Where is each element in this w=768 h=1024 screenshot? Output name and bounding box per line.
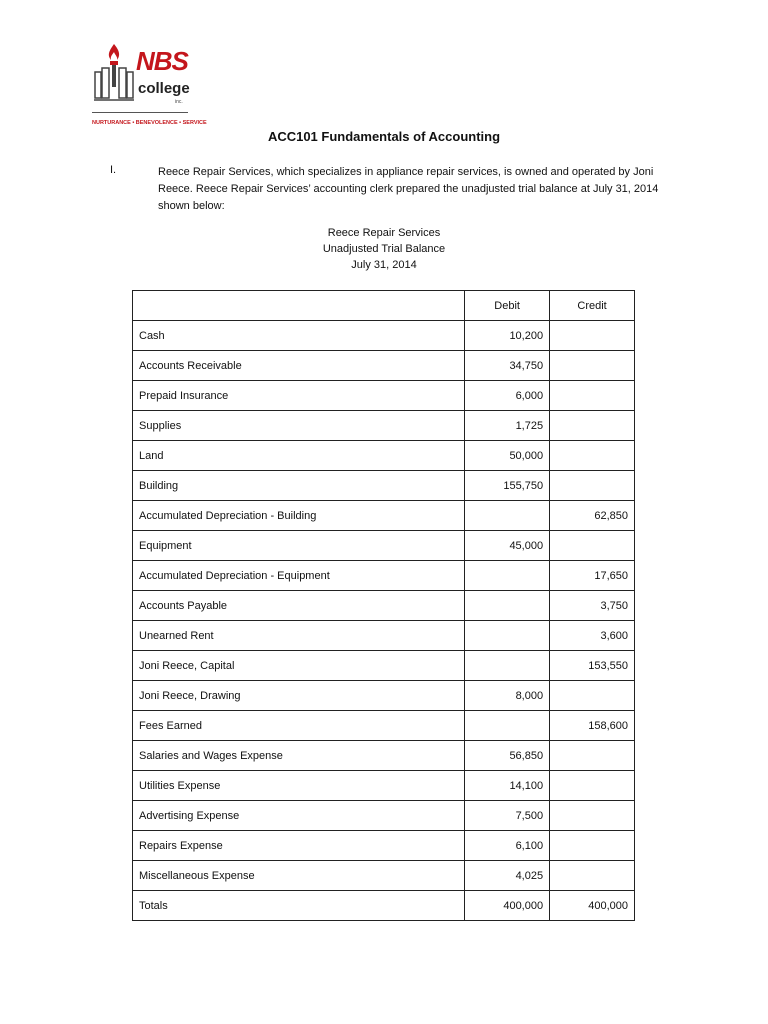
- credit-cell: [550, 411, 635, 441]
- table-row: [133, 711, 635, 741]
- debit-cell: 10,200: [465, 321, 550, 351]
- account-cell: Joni Reece, Drawing: [133, 681, 465, 711]
- account-cell: Land: [133, 441, 465, 471]
- paragraph-line: Reece Repair Services, which specializes in appliance repair services, is owned and operated by Joni: [158, 166, 654, 178]
- company-name: Reece Repair Services: [327, 227, 441, 239]
- logo-inc-text: inc.: [175, 99, 183, 105]
- debit-cell: 34,750: [465, 351, 550, 381]
- header-debit: Debit: [465, 291, 550, 321]
- table-header-row: [133, 291, 635, 321]
- debit-cell: [465, 651, 550, 681]
- debit-cell: 7,500: [465, 801, 550, 831]
- debit-cell: [465, 591, 550, 621]
- paragraph-line: shown below:: [158, 200, 225, 212]
- table-row: [133, 351, 635, 381]
- debit-cell: [465, 711, 550, 741]
- account-cell: Salaries and Wages Expense: [133, 741, 465, 771]
- credit-cell: [550, 681, 635, 711]
- table-row: [133, 321, 635, 351]
- table-row: [133, 381, 635, 411]
- report-name: Unadjusted Trial Balance: [322, 243, 446, 255]
- credit-cell: [550, 351, 635, 381]
- table-row: [133, 561, 635, 591]
- credit-cell: [550, 831, 635, 861]
- table-row: [133, 441, 635, 471]
- debit-cell: 56,850: [465, 741, 550, 771]
- college-logo: [92, 42, 207, 132]
- debit-cell: 6,000: [465, 381, 550, 411]
- header-credit: Credit: [550, 291, 635, 321]
- account-cell: Supplies: [133, 411, 465, 441]
- account-cell: Equipment: [133, 531, 465, 561]
- document-title: ACC101 Fundamentals of Accounting: [267, 129, 501, 144]
- table-row: [133, 741, 635, 771]
- item-number: I.: [110, 164, 117, 176]
- account-cell: Accounts Receivable: [133, 351, 465, 381]
- debit-cell: 6,100: [465, 831, 550, 861]
- credit-cell: [550, 861, 635, 891]
- account-cell: Fees Earned: [133, 711, 465, 741]
- debit-cell: 155,750: [465, 471, 550, 501]
- statement-heading: [0, 225, 768, 273]
- credit-cell: 158,600: [550, 711, 635, 741]
- credit-cell: [550, 741, 635, 771]
- logo-college-text: college: [138, 80, 190, 97]
- debit-cell: 4,025: [465, 861, 550, 891]
- credit-cell: [550, 471, 635, 501]
- account-cell: Joni Reece, Capital: [133, 651, 465, 681]
- debit-cell: [465, 621, 550, 651]
- trial-balance-table: [132, 290, 635, 921]
- debit-cell: 1,725: [465, 411, 550, 441]
- debit-cell: [465, 561, 550, 591]
- account-cell: Repairs Expense: [133, 831, 465, 861]
- table-row: [133, 471, 635, 501]
- account-cell: Totals: [133, 891, 465, 921]
- paragraph-line: Reece. Reece Repair Services’ accounting clerk prepared the unadjusted trial balance at July 31, 2014: [158, 183, 659, 195]
- table-row: [133, 411, 635, 441]
- credit-cell: 400,000: [550, 891, 635, 921]
- debit-cell: [465, 501, 550, 531]
- logo-divider: [92, 112, 188, 113]
- report-date: July 31, 2014: [351, 259, 417, 271]
- credit-cell: [550, 441, 635, 471]
- account-cell: Accounts Payable: [133, 591, 465, 621]
- credit-cell: [550, 321, 635, 351]
- credit-cell: 153,550: [550, 651, 635, 681]
- credit-cell: [550, 771, 635, 801]
- credit-cell: [550, 801, 635, 831]
- debit-cell: 45,000: [465, 531, 550, 561]
- table-row: [133, 861, 635, 891]
- account-cell: Utilities Expense: [133, 771, 465, 801]
- account-cell: Prepaid Insurance: [133, 381, 465, 411]
- table-row: [133, 771, 635, 801]
- table-row: [133, 681, 635, 711]
- credit-cell: 62,850: [550, 501, 635, 531]
- table-row: [133, 651, 635, 681]
- debit-cell: 50,000: [465, 441, 550, 471]
- logo-nbs-text: NBS: [136, 46, 188, 76]
- account-cell: Unearned Rent: [133, 621, 465, 651]
- table-row: [133, 891, 635, 921]
- credit-cell: 17,650: [550, 561, 635, 591]
- credit-cell: [550, 531, 635, 561]
- credit-cell: 3,600: [550, 621, 635, 651]
- debit-cell: 14,100: [465, 771, 550, 801]
- problem-paragraph: [158, 164, 688, 215]
- debit-cell: 400,000: [465, 891, 550, 921]
- table-row: [133, 801, 635, 831]
- torch-books-icon: [92, 42, 136, 104]
- table-row: [133, 591, 635, 621]
- header-account: [133, 291, 465, 321]
- table-row: [133, 621, 635, 651]
- table-row: [133, 501, 635, 531]
- logo-tagline: NURTURANCE • BENEVOLENCE • SERVICE: [92, 120, 207, 126]
- account-cell: Advertising Expense: [133, 801, 465, 831]
- credit-cell: 3,750: [550, 591, 635, 621]
- account-cell: Cash: [133, 321, 465, 351]
- table-row: [133, 831, 635, 861]
- account-cell: Building: [133, 471, 465, 501]
- account-cell: Miscellaneous Expense: [133, 861, 465, 891]
- account-cell: Accumulated Depreciation - Equipment: [133, 561, 465, 591]
- account-cell: Accumulated Depreciation - Building: [133, 501, 465, 531]
- credit-cell: [550, 381, 635, 411]
- debit-cell: 8,000: [465, 681, 550, 711]
- table-row: [133, 531, 635, 561]
